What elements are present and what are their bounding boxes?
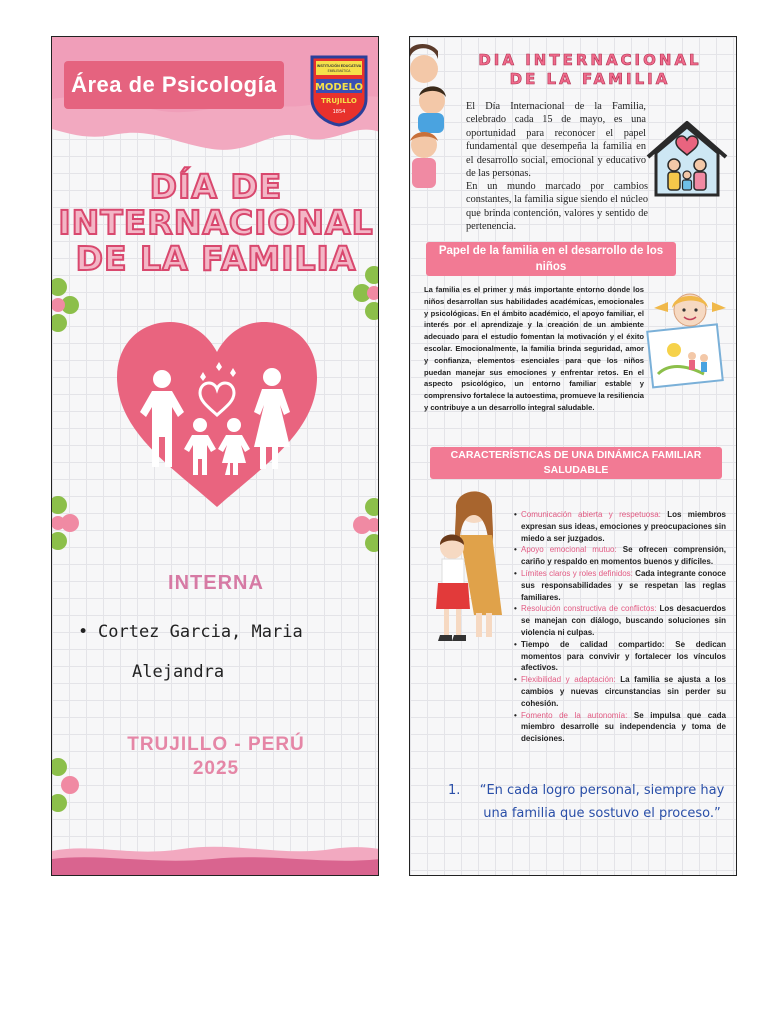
girl-drawing-illustration	[644, 290, 732, 390]
mother-child-hug-illustration	[430, 485, 512, 649]
list-item: • Fomento de la autonomía: Se impulsa que cada miembro desarrolle su independencia y toma de decisiones.	[514, 710, 726, 745]
flower-decoration-left-1	[52, 277, 92, 333]
location-year	[52, 733, 379, 781]
flower-decoration-right-1	[340, 265, 379, 321]
list-item: • Tiempo de calidad compartido: Se dedican momentos para convivir y fortalecer los vínculos afectivos.	[514, 639, 726, 674]
list-item: • Límites claros y roles definidos: Cada integrante conoce sus responsabilidades y se respetan las reglas familiares.	[514, 568, 726, 603]
family-heart-icon	[112, 317, 322, 517]
intern-name	[78, 612, 358, 692]
intern-name-line-2: Alejandra	[132, 662, 225, 682]
cover-panel	[51, 36, 379, 876]
cover-title-line-3: DE LA FAMILIA	[75, 239, 357, 278]
school-badge-logo	[308, 53, 370, 127]
svg-text:1854: 1854	[332, 109, 346, 115]
intro-paragraph-tail: En un mundo marcado por cambios constantes, la familia sigue siendo el núcleo que brinda contención, valores y sentido de pertenencia.	[466, 181, 648, 233]
bullet-marker: •	[78, 622, 89, 642]
intern-name-line-1: Cortez Garcia, Maria	[98, 622, 303, 642]
family-role-paragraph: La familia es el primer y más importante entorno donde los niños desarrollan sus habilidades académicas, emocionales y psicológicas. En el ámbito académico, el apoyo familiar, el interés por el aprendizaje y la creación de un ambiente adecuado para el estudio fomentan la motivación y el éxito escolar. Emocionalmente, la familia brinda seguridad, amor y confianza, elementos esenciales para que los niños puedan manejar sus emociones y enfrentar retos. En el aspecto psicológico, un entorno familiar estable y comprensivo fortalece la autoestima, promueve la resiliencia y contribuye a un desarrollo integral saludable.	[424, 285, 644, 412]
list-item: • Resolución constructiva de conflictos: Los desacuerdos se manejan con diálogo, buscando soluciones sin violencia ni culpas.	[514, 603, 726, 638]
family-quote	[442, 779, 732, 825]
quote-number: 1.	[448, 783, 461, 798]
bottom-wave-decoration	[52, 837, 379, 875]
list-item: • Apoyo emocional mutuo: Se ofrecen comprensión, cariño y respaldo en momentos buenos y difíciles.	[514, 544, 726, 568]
family-house-icon	[644, 117, 730, 199]
svg-text:TRUJILLO: TRUJILLO	[321, 97, 357, 105]
svg-text:MODELO: MODELO	[314, 82, 364, 93]
cover-title-line-2: INTERNACIONAL	[58, 203, 374, 242]
info-title-line-2: DE LA FAMILIA	[509, 70, 671, 88]
intro-paragraph: El Día Internacional de la Familia, celebrado cada 15 de mayo, es una oportunidad para reconocer el papel fundamental que desempeña la familia en el desarrollo social, emocional y educativo de las personas.	[466, 101, 646, 180]
kids-illustration	[410, 41, 460, 193]
characteristics-list	[514, 509, 726, 745]
svg-text:INSTITUCIÓN EDUCATIVA: INSTITUCIÓN EDUCATIVA	[316, 64, 362, 68]
info-title	[460, 51, 720, 89]
list-item: • Flexibilidad y adaptación: La familia se ajusta a los cambios y nuevas circunstancias sin perder su cohesión.	[514, 674, 726, 709]
cover-title-line-1: DÍA DE	[149, 167, 283, 206]
info-title-line-1: DIA INTERNACIONAL	[478, 51, 702, 69]
area-label: Área de Psicología	[64, 61, 284, 109]
flower-decoration-left-2	[52, 495, 92, 551]
svg-text:EMBLEMÁTICA: EMBLEMÁTICA	[327, 69, 351, 73]
quote-text: “En cada logro personal, siempre hay una familia que sostuvo el proceso.”	[479, 783, 725, 821]
intern-heading: INTERNA	[168, 572, 264, 594]
city-label: TRUJILLO - PERÚ	[127, 734, 305, 755]
year-label: 2025	[192, 758, 240, 779]
list-item: • Comunicación abierta y respetuosa: Los miembros expresan sus ideas, emociones y preocupaciones sin miedo a ser juzgados.	[514, 509, 726, 544]
flower-decoration-right-2	[340, 497, 379, 553]
section-title-family-role: Papel de la familia en el desarrollo de los niños	[426, 242, 676, 276]
info-panel	[409, 36, 737, 876]
section-title-healthy-family: CARACTERÍSTICAS DE UNA DINÁMICA FAMILIAR SALUDABLE	[430, 447, 722, 479]
